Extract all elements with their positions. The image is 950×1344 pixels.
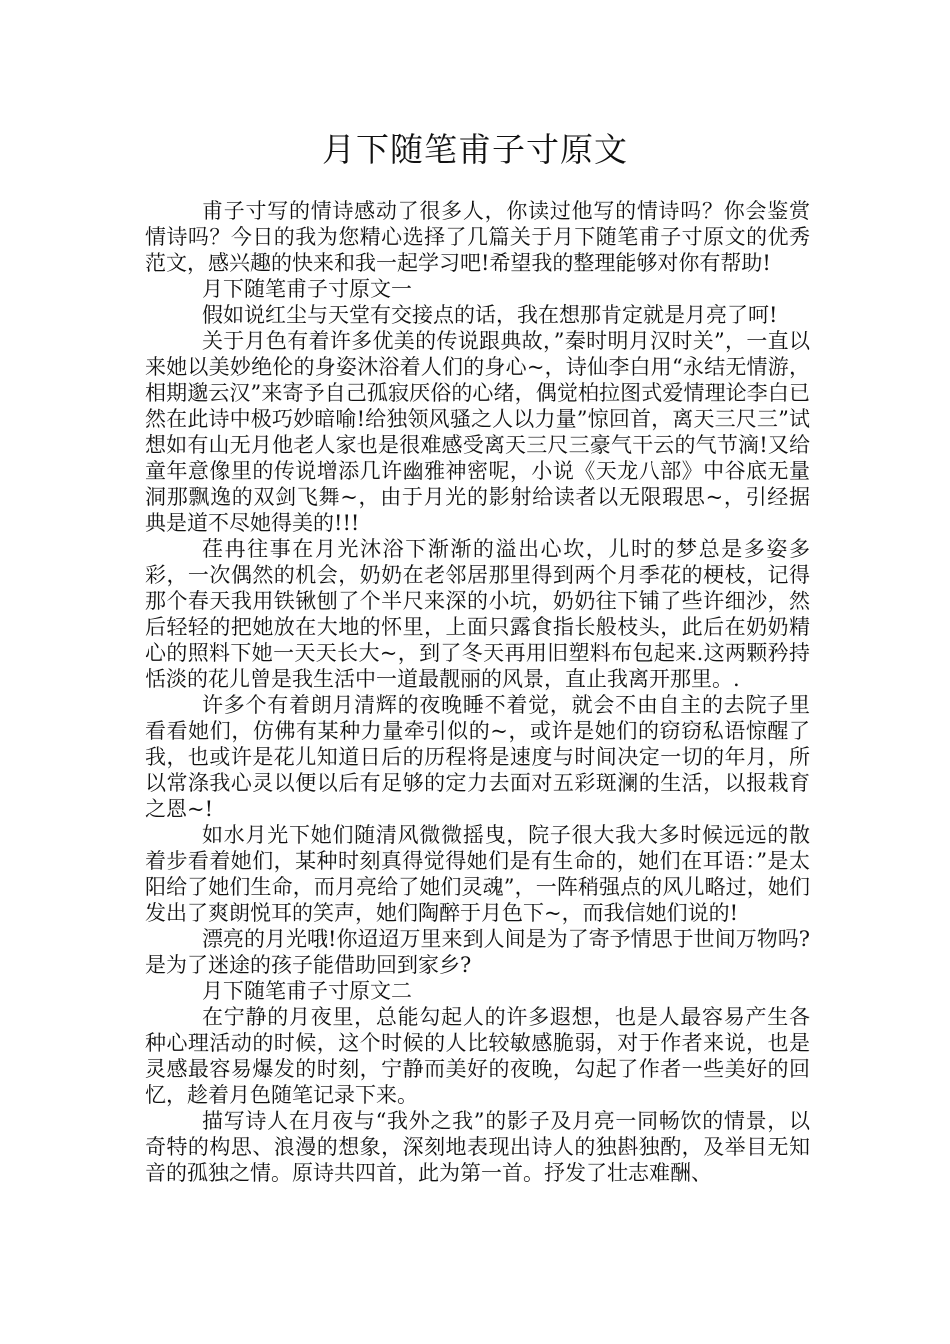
paragraph: 在宁静的月夜里，总能勾起人的许多遐想，也是人最容易产生各种心理活动的时候，这个时候的人比较敏感脆弱，对于作者来说，也是灵感最容易爆发的时刻，宁静而美好的夜晚，勾起了作者一些美好的回忆，趁着月色随笔记录下来。	[145, 1005, 810, 1107]
paragraph: 荏冉往事在月光沐浴下渐渐的溢出心坎，儿时的梦总是多姿多彩，一次偶然的机会，奶奶在老邻居那里得到两个月季花的梗枝，记得那个春天我用铁锹刨了个半尺来深的小坑，奶奶往下铺了些许细沙，然后轻轻的把她放在大地的怀里，上面只露食指长般枝头，此后在奶奶精心的照料下她一天天长大~，到了冬天再用旧塑料布包起来.这两颗矜持恬淡的花儿曾是我生活中一道最靓丽的风景，直止我离开那里。.	[145, 537, 810, 691]
paragraph: 如水月光下她们随清风微微摇曳，院子很大我大多时候远远的散着步看着她们，某种时刻真得觉得她们是有生命的，她们在耳语：”是太阳给了她们生命，而月亮给了她们灵魂”，一阵稍强点的风儿略过，她们发出了爽朗悦耳的笑声，她们陶醉于月色下~，而我信她们说的!	[145, 823, 810, 925]
paragraph: 假如说红尘与天堂有交接点的话，我在想那肯定就是月亮了呵!	[202, 303, 778, 327]
paragraph: 描写诗人在月夜与“我外之我”的影子及月亮一同畅饮的情景，以奇特的构思、浪漫的想象，深刻地表现出诗人的独斟独酌，及举目无知音的孤独之情。原诗共四首，此为第一首。抒发了壮志难酬、	[145, 1109, 810, 1185]
paragraph-intro: 甫子寸写的情诗感动了很多人，你读过他写的情诗吗？你会鉴赏情诗吗？今日的我为您精心选择了几篇关于月下随笔甫子寸原文的优秀范文，感兴趣的快来和我一起学习吧!希望我的整理能够对你有帮助!	[145, 199, 810, 275]
paragraph: 关于月色有着许多优美的传说跟典故，”秦时明月汉时关”，一直以来她以美妙绝伦的身姿沐浴着人们的身心~，诗仙李白用“永结无情游，相期邈云汉”来寄予自己孤寂厌俗的心绪，偶觉柏拉图式爱情理论李白已然在此诗中极巧妙暗喻!给独领风骚之人以力量”惊回首，离天三尺三”试想如有山无月他老人家也是很难感受离天三尺三豪气干云的气节滴!又给童年意像里的传说增添几许幽雅神密呢，小说《天龙八部》中谷底无量洞那飘逸的双剑飞舞~，由于月光的影射给读者以无限瑕思~，引经据典是道不尽她得美的!!!	[145, 329, 810, 535]
document-body	[145, 198, 810, 1186]
section-heading-two: 月下随笔甫子寸原文二	[202, 979, 412, 1003]
paragraph: 漂亮的月光哦!你迢迢万里来到人间是为了寄予情思于世间万物吗?是为了迷途的孩子能借助回到家乡?	[145, 927, 810, 977]
paragraph: 许多个有着朗月清辉的夜晚睡不着觉，就会不由自主的去院子里看看她们，仿佛有某种力量牵引似的~，或许是她们的窃窃私语惊醒了我，也或许是花儿知道日后的历程将是速度与时间决定一切的年月，所以常涤我心灵以便以后有足够的定力去面对五彩斑澜的生活，以报栽育之恩~!	[145, 693, 810, 821]
document-title: 月下随笔甫子寸原文	[322, 130, 628, 169]
section-heading-one: 月下随笔甫子寸原文一	[202, 277, 412, 301]
